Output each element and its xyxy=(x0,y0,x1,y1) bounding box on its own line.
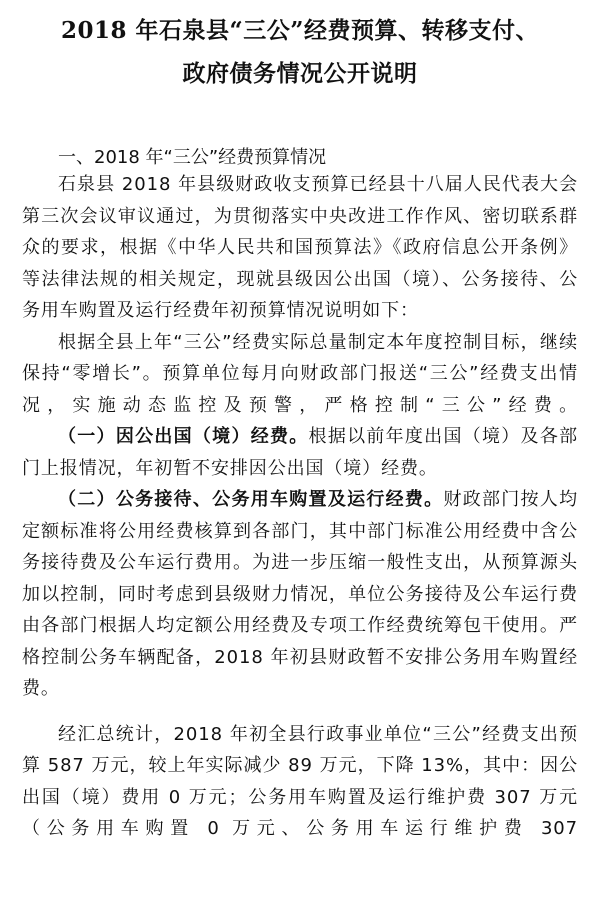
document-title-line-2: 政府债务情况公开说明 xyxy=(182,60,418,87)
paragraph-reception-vehicles-lead: （二）公务接待、公务用车购置及运行经费。 xyxy=(58,489,444,510)
document-title-line-1: 2018 年石泉县“三公”经费预算、转移支付、 xyxy=(61,17,539,44)
document-body xyxy=(22,169,578,845)
paragraph-overseas-travel-text: 根据以前年度出国（境）及各部门上报情况，年初暂不安排因公出国（境）经费。 xyxy=(22,426,578,479)
paragraph-overseas-travel-lead: （一）因公出国（境）经费。 xyxy=(58,426,309,447)
paragraph-reception-vehicles xyxy=(22,484,578,705)
paragraph-control-target: 根据全县上年“三公”经费实际总量制定本年度控制目标，继续保持“零增长”。预算单位每月向财政部门报送“三公”经费支出情况，实施动态监控及预警，严格控制“三公”经费。 xyxy=(22,331,578,416)
paragraph-budget-approval: 石泉县 2018 年县级财政收支预算已经县十八届人民代表大会第三次会议审议通过，为贯彻落实中央改进工作作风、密切联系群众的要求，根据《中华人民共和国预算法》《政府信息公开条例》等法律法规的相关规定，现就县级因公出国（境）、公务接待、公务用车购置及运行经费年初预算情况说明如下： xyxy=(22,174,578,321)
paragraph-reception-vehicles-text: 财政部门按人均定额标准将公用经费核算到各部门，其中部门标准公用经费中含公务接待费及公车运行费用。为进一步压缩一般性支出，从预算源头加以控制，同时考虑到县级财力情况，单位公务接待及公车运行费由各部门根据人均定额公用经费及专项工作经费统筹包干使用。严格控制公务车辆配备，2018 年初县财政暂不安排公务用车购置经费。 xyxy=(22,489,578,699)
section-heading: 一、2018 年“三公”经费预算情况 xyxy=(58,147,327,168)
paragraph-summary-statistics: 经汇总统计，2018 年初全县行政事业单位“三公”经费支出预算 587 万元，较上年实际减少 89 万元，下降 13%，其中：因公出国（境）费用 0 万元；公务用车购置及运行维护费 307 万元（公务用车购置 0 万元、公务用车运行维护费 307 xyxy=(22,723,578,839)
paragraph-overseas-travel xyxy=(22,421,578,484)
